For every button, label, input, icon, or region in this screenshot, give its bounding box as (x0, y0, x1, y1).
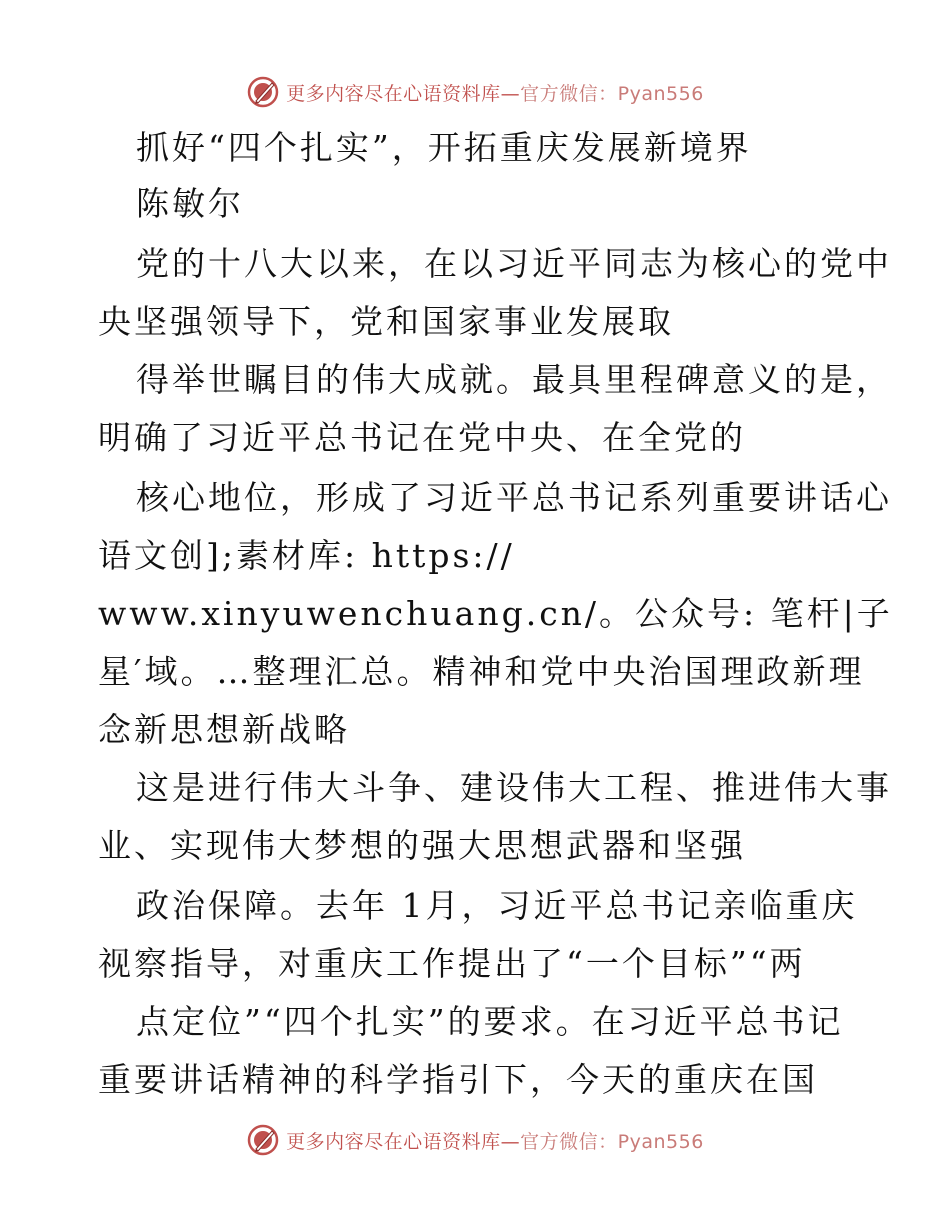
paragraph-line: 业、实现伟大梦想的强大思想武器和坚强 (98, 826, 746, 865)
paragraph-line: 央坚强领导下，党和国家事业发展取 (98, 302, 674, 341)
paragraph-line: 语文创];素材库: https:// (98, 536, 515, 575)
banner-text (286, 1127, 704, 1154)
paragraph-line: 核心地位，形成了习近平总书记系列重要讲话心 (136, 478, 892, 517)
footer-banner (0, 1120, 950, 1160)
paragraph-line: 明确了习近平总书记在党中央、在全党的 (98, 418, 746, 457)
banner-wechat: 官方微信：Pyan556 (520, 1130, 704, 1153)
paragraph-line: 得举世瞩目的伟大成就。最具里程碑意义的是， (136, 360, 892, 399)
paragraph-line: 政治保障。去年 1月，习近平总书记亲临重庆 (136, 886, 858, 925)
paragraph-line: 这是进行伟大斗争、建设伟大工程、推进伟大事 (136, 768, 892, 807)
document-title: 抓好“四个扎实”，开拓重庆发展新境界 (136, 128, 752, 167)
paragraph-line: 点定位”“四个扎实”的要求。在习近平总书记 (136, 1002, 844, 1041)
banner-wechat: 官方微信：Pyan556 (520, 82, 704, 105)
paragraph-line: 视察指导，对重庆工作提出了“一个目标”“两 (98, 944, 806, 983)
document-author: 陈敏尔 (136, 184, 244, 223)
paragraph-line: 念新思想新战略 (98, 710, 350, 749)
paragraph-line: 党的十八大以来，在以习近平同志为核心的党中 (136, 244, 892, 283)
pen-seal-icon (246, 1123, 280, 1157)
banner-prefix: 更多内容尽在心语资料库— (286, 1130, 521, 1153)
paragraph-line: 重要讲话精神的科学指引下，今天的重庆在国 (98, 1060, 818, 1099)
banner-prefix: 更多内容尽在心语资料库— (286, 82, 521, 105)
paragraph-line: www.xinyuwenchuang.cn/。公众号: 笔杆|子 (98, 594, 893, 633)
paragraph-line: 星′域。…整理汇总。精神和党中央治国理政新理 (98, 652, 865, 691)
